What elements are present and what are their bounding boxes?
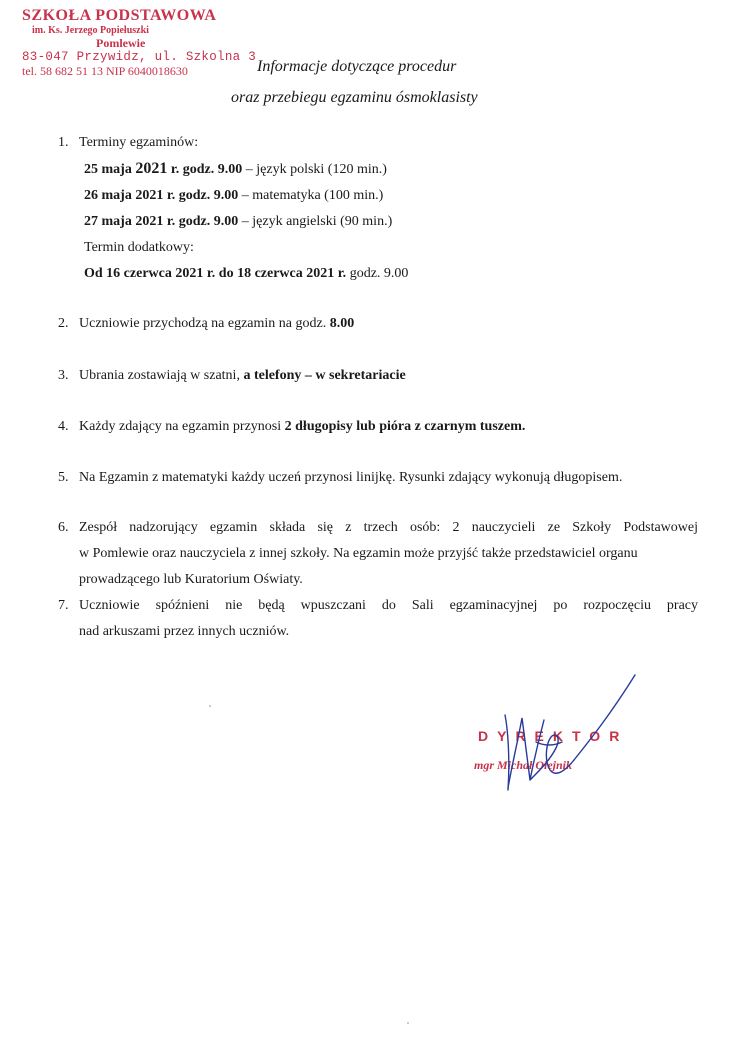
item-text-line-1: Uczniowie spóźnieni nie będą wpuszczani do Sali egzaminacyjnej po rozpoczęciu pracy: [79, 598, 698, 613]
exam-date-english: [79, 209, 698, 235]
item-text-line-2: nad arkuszami przez innych uczniów.: [79, 624, 290, 639]
item-bold-text: 2 długopisy lub pióra z czarnym tuszem.: [284, 419, 526, 434]
director-signature: [470, 670, 670, 800]
stamp-line-5: tel. 58 682 51 13 NIP 6040018630: [22, 64, 188, 78]
stamp-line-3: Pomlewie: [96, 36, 146, 50]
exam-date-math: [79, 183, 698, 209]
handwritten-signature-icon: [470, 670, 670, 800]
item-text-line-3: prowadzącego lub Kuratorium Oświaty.: [79, 572, 303, 587]
item-text: Ubrania zostawiają w szatni,: [79, 368, 244, 383]
extra-date: [79, 261, 698, 287]
director-title-stamp: DYREKTOR: [478, 728, 629, 744]
director-name-stamp: mgr Michał Olejnik: [474, 758, 573, 772]
school-stamp: [22, 7, 257, 78]
exam-subject-text: – język angielski (90 min.): [238, 214, 393, 229]
extra-date-time: godz. 9.00: [346, 266, 409, 281]
scan-speck: [407, 1022, 409, 1024]
item-number: 7.: [58, 598, 69, 613]
exam-subject-text: – matematyka (100 min.): [238, 188, 384, 203]
item-bold-text: a telefony – w sekretariacie: [243, 368, 406, 383]
item-number: 6.: [58, 520, 69, 535]
item-text: Każdy zdający na egzamin przynosi: [79, 419, 285, 434]
exam-subject-text: – język polski (120 min.): [242, 162, 387, 177]
exam-year-text: 2021: [135, 160, 168, 177]
exam-date-text: 26 maja 2021 r. godz. 9.00: [84, 188, 239, 203]
item-text: Na Egzamin z matematyki każdy uczeń przynosi linijkę. Rysunki zdający wykonują długopisem.: [79, 470, 623, 485]
extra-date-range: Od 16 czerwca 2021 r. do 18 czerwca 2021 r.: [84, 266, 347, 281]
item-bold-text: 8.00: [329, 316, 355, 331]
item-number: 1.: [58, 135, 69, 150]
scan-speck: [209, 705, 211, 707]
item-number: 4.: [58, 419, 69, 434]
item-number: 3.: [58, 368, 69, 383]
item-number: 2.: [58, 316, 69, 331]
item-text-line-1: Zespół nadzorujący egzamin składa się z trzech osób: 2 nauczycieli ze Szkoły Podstawowej: [79, 520, 698, 535]
item-text-line-2: w Pomlewie oraz nauczyciela z innej szkoły. Na egzamin może przyjść także przedstawiciel organu: [79, 546, 638, 561]
document-title-line-2: oraz przebiegu egzaminu ósmoklasisty: [231, 89, 478, 106]
item-text: Uczniowie przychodzą na egzamin na godz.: [79, 316, 330, 331]
extra-date-label: Termin dodatkowy:: [84, 240, 194, 255]
stamp-line-2: im. Ks. Jerzego Popiełuszki: [32, 25, 149, 36]
exam-dates-heading: Terminy egzaminów:: [79, 135, 199, 150]
exam-date-text: 27 maja 2021 r. godz. 9.00: [84, 214, 239, 229]
exam-date-polish: [79, 156, 698, 183]
exam-time-text: r. godz. 9.00: [167, 162, 243, 177]
stamp-line-4: 83-047 Przywidz, ul. Szkolna 3: [22, 50, 257, 64]
stamp-line-1: SZKOŁA PODSTAWOWA: [22, 7, 217, 24]
item-number: 5.: [58, 470, 69, 485]
document-title-line-1: Informacje dotyczące procedur: [257, 58, 457, 75]
exam-date-text: 25 maja: [84, 162, 136, 177]
